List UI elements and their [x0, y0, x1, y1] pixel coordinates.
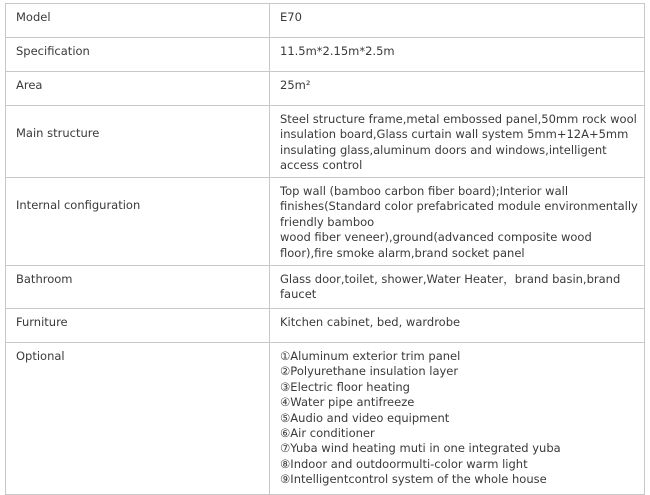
option-item: ⑨Intelligentcontrol system of the whole house: [280, 472, 547, 487]
option-item: ⑦Yuba wind heating muti in one integrated yuba: [280, 441, 561, 456]
value-line: E70: [280, 10, 302, 24]
option-item: ①Aluminum exterior trim panel: [280, 349, 461, 363]
value-line: finishes(Standard color prefabricated module environmentally: [280, 199, 638, 214]
option-item: ③Electric floor heating: [280, 379, 410, 394]
row-label: Bathroom: [6, 266, 270, 309]
specification-table: [5, 3, 645, 495]
value-line: faucet: [280, 287, 317, 302]
value-line: friendly bamboo: [280, 214, 375, 229]
option-item: ⑧Indoor and outdoormulti-color warm light: [280, 456, 528, 471]
row-label: Specification: [6, 38, 270, 72]
option-item: ⑥Air conditioner: [280, 426, 375, 441]
table-row-optional: [6, 343, 645, 495]
table-row-area: [6, 72, 645, 106]
row-value: [270, 178, 645, 266]
value-line: insulating glass,aluminum doors and windows,intelligent: [280, 142, 607, 157]
value-line: access control: [280, 158, 363, 173]
value-line: Steel structure frame,metal embossed panel,50mm rock wool: [280, 112, 637, 126]
option-item: ⑤Audio and video equipment: [280, 410, 450, 425]
row-label: Area: [6, 72, 270, 106]
value-line: floor),fire smoke alarm,brand socket panel: [280, 245, 525, 260]
table-row-bathroom: [6, 266, 645, 309]
row-value: [270, 309, 645, 343]
value-line: wood fiber veneer),ground(advanced composite wood: [280, 230, 592, 245]
row-label: Internal configuration: [6, 178, 270, 266]
table-row-main-structure: [6, 106, 645, 178]
option-item: ②Polyurethane insulation layer: [280, 364, 459, 379]
row-value: [270, 38, 645, 72]
table-row-specification: [6, 38, 645, 72]
row-label: Furniture: [6, 309, 270, 343]
value-line: 11.5m*2.15m*2.5m: [280, 44, 395, 58]
value-line: Top wall (bamboo carbon fiber board);Interior wall: [280, 184, 569, 198]
row-label: Optional: [6, 343, 270, 495]
value-line: insulation board,Glass curtain wall system 5mm+12A+5mm: [280, 127, 629, 142]
table-row-furniture: [6, 309, 645, 343]
value-line: 25m²: [280, 78, 311, 92]
value-line: Kitchen cabinet, bed, wardrobe: [280, 315, 461, 329]
row-value: [270, 343, 645, 495]
value-line: Glass door,toilet, shower,Water Heater，brand basin,brand: [280, 272, 621, 286]
option-item: ④Water pipe antifreeze: [280, 395, 415, 410]
table-row-model: [6, 4, 645, 38]
row-label: Model: [6, 4, 270, 38]
row-value: [270, 4, 645, 38]
table-row-internal-configuration: [6, 178, 645, 266]
row-value: [270, 266, 645, 309]
row-label: Main structure: [6, 106, 270, 178]
row-value: [270, 106, 645, 178]
row-value: [270, 72, 645, 106]
